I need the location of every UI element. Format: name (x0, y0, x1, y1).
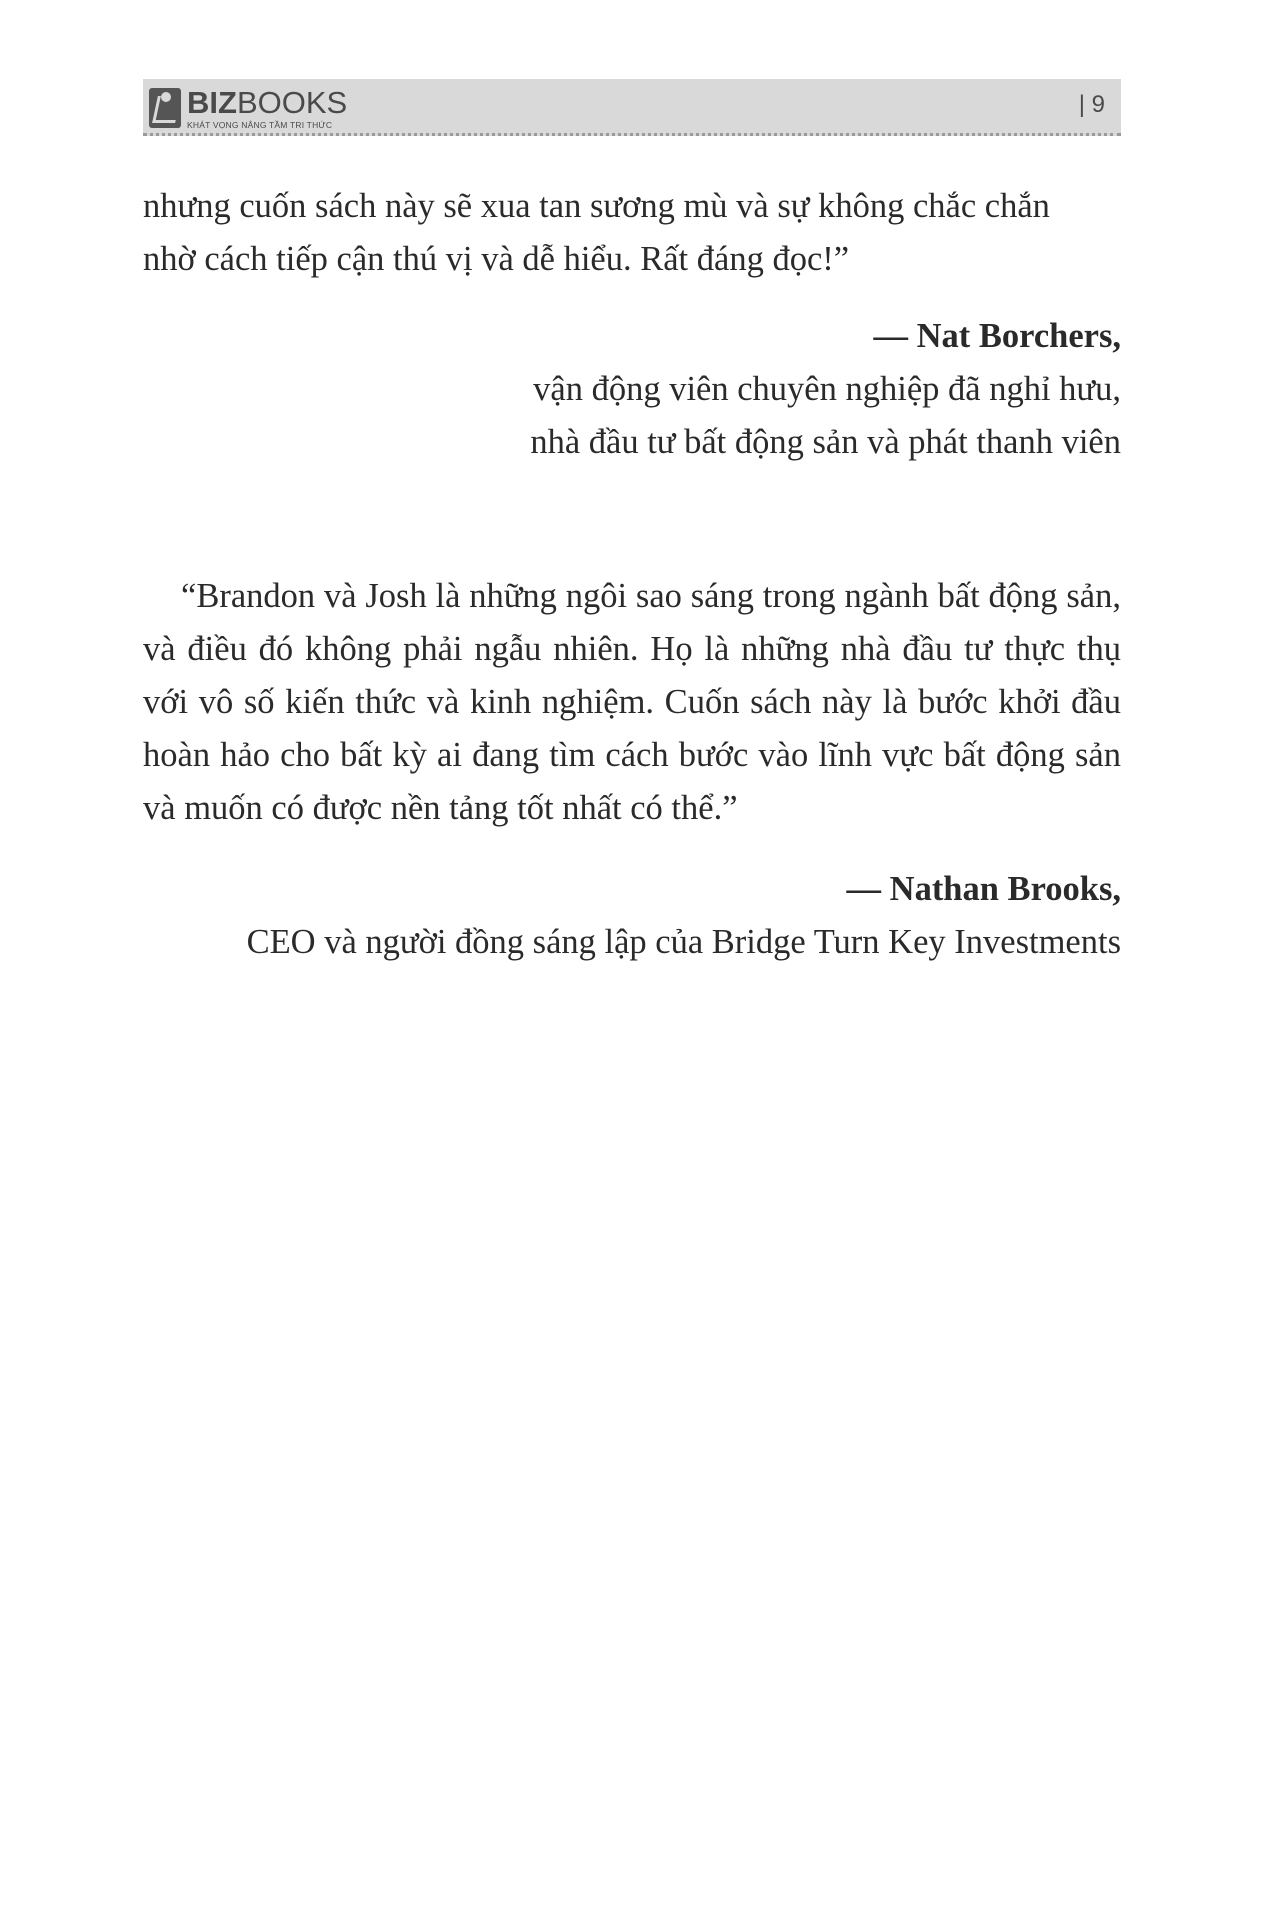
attribution-name: — Nathan Brooks, (846, 870, 1121, 908)
bizbooks-logo-icon (149, 88, 181, 128)
quote-1-line: nhưng cuốn sách này sẽ xua tan sương mù và sự không chắc chắn (143, 187, 1050, 225)
attribution-role: nhà đầu tư bất động sản và phát thanh viên (530, 423, 1121, 461)
quote-1-attribution (143, 310, 1121, 469)
attribution-role: vận động viên chuyên nghiệp đã nghỉ hưu, (533, 370, 1121, 408)
running-header (143, 79, 1121, 136)
attribution-name: — Nat Borchers, (873, 317, 1121, 355)
brand-name: BIZBOOKS (187, 84, 348, 120)
quote-2-attribution (143, 863, 1121, 969)
quote-1-text (143, 180, 1121, 286)
publisher-logo (149, 86, 347, 130)
quote-1-line: nhờ cách tiếp cận thú vị và dễ hiểu. Rất đáng đọc!” (143, 240, 850, 278)
quote-2-text: “Brandon và Josh là những ngôi sao sáng trong ngành bất động sản, và điều đó không phải ngẫu nhiên. Họ là những nhà đầu tư thực thụ với vô số kiến thức và kinh nghiệm. Cuốn sách này là bước khởi đầu hoàn hảo cho bất kỳ ai đang tìm cách bước vào lĩnh vực bất động sản và muốn có được nền tảng tốt nhất có thể.” (143, 577, 1121, 827)
brand-tagline: KHÁT VỌNG NÂNG TẦM TRI THỨC (187, 119, 333, 130)
attribution-role: CEO và người đồng sáng lập của Bridge Turn Key Investments (246, 923, 1121, 961)
page-number: | 9 (1078, 91, 1105, 118)
